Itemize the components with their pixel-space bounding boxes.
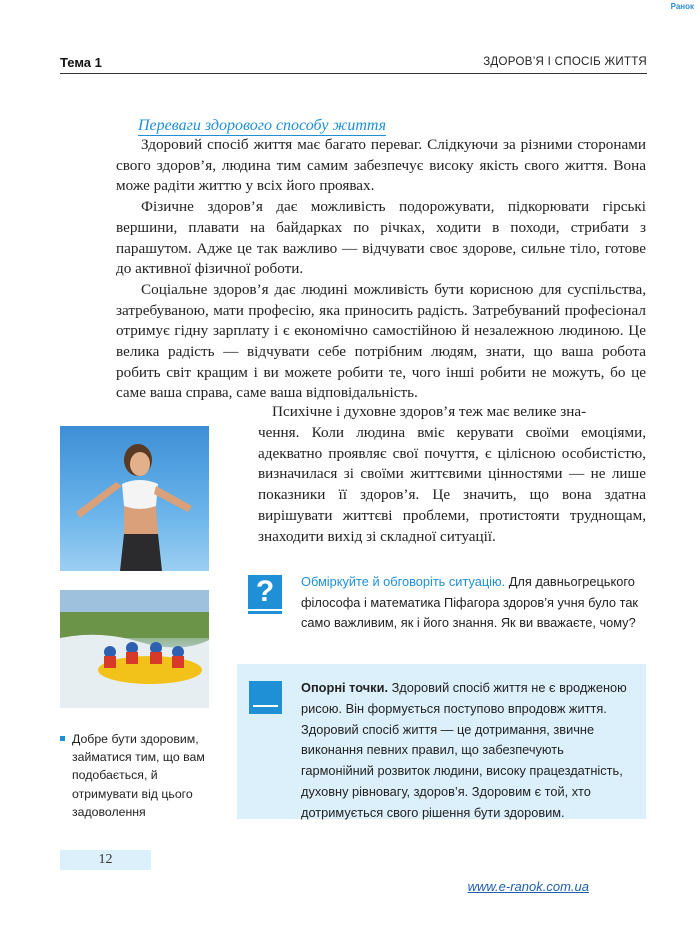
section-title: Переваги здорового способу життя <box>138 117 387 134</box>
key-points-panel <box>237 664 646 819</box>
paragraph-mental-rest: чення. Коли людина вміє керувати своїми емоціями, адекватно проявляє свої почуття, є цілісною особистістю, визначилася зі своїми життєвими цінностями — не лише показники її здоров’я. Це значить, що вона здатна вирішувати життєві проблеми, протистояти труднощам, знаходити вихід зі складної ситуації. <box>258 424 646 545</box>
paragraph-mental-start: Психічне і духовне здоров’я теж має велике зна- <box>272 403 587 420</box>
caption-bullet <box>60 736 65 741</box>
main-text <box>116 135 646 404</box>
runner-illustration <box>60 426 209 571</box>
topic-label: Тема 1 <box>60 55 102 70</box>
runner-photo <box>60 426 209 571</box>
rafting-illustration <box>60 590 209 708</box>
publisher-logo: Ранок <box>670 2 694 11</box>
page-number-box <box>60 850 151 870</box>
question-lead: Обміркуйте й обговоріть ситуацію. <box>301 574 506 589</box>
question-icon-underline <box>248 611 282 614</box>
page-number: 12 <box>98 852 113 867</box>
chapter-title: ЗДОРОВ’Я І СПОСІБ ЖИТТЯ <box>483 56 647 68</box>
key-points-body: Здоровий спосіб життя не є вродженою рисою. Він формується поступово впродовж життя. Здоровий спосіб життя — це дотримання, звичне виконання певних правил, що забезпечують гармонійний розвиток людини, високу працездатність, духовну рівновагу, здоров’я. Здоровим є той, хто дотримується свого рішення бути здоровим. <box>301 680 627 820</box>
page-header <box>60 54 647 74</box>
key-points-icon <box>249 681 282 714</box>
paragraph-intro: Здоровий спосіб життя має багато переваг. Слідкуючи за різними сторонами свого здоров’я, людина тим самим забезпечує високу якість свого життя. Вона може радіти життю у всіх його проявах. <box>116 136 646 195</box>
key-points-text <box>301 678 636 824</box>
key-points-icon-line <box>253 705 278 707</box>
publisher-website-link[interactable]: www.e-ranok.com.ua <box>467 879 589 894</box>
key-points-lead: Опорні точки. <box>301 680 389 695</box>
question-icon: ? <box>248 575 282 609</box>
question-text: Для давньогрецького філософа і математика Піфагора здоров’я учня було так само важливим, як і його знання. Як ви вважаєте, чому? <box>301 574 639 631</box>
paragraph-social: Соціальне здоров’я дає людині можливість бути корисною для суспільства, затребуваною, мати професію, яка приносить радість. Затребуваний професіонал отримує гідну зарплату і є економічно самостійною й незалежною людиною. Це велика радість — відчувати себе потрібним людям, знати, що ваша робота робить світ кращим і ви можете робити те, чого інші робити не можуть, бо це саме ваша справа, саме ваша відповідальність. <box>116 280 646 402</box>
discussion-question <box>301 572 646 634</box>
caption-text: Добре бути здоровим, займатися тим, що вам подобається, й отримувати від цього задоволення <box>72 732 205 819</box>
rafting-photo <box>60 590 209 708</box>
paragraph-physical: Фізичне здоров’я дає можливість подорожувати, підкорювати гірські вершини, плавати на байдарках по річках, ходити в походи, стрибати з парашутом. Адже це так важливо — відчувати своє здорове, сильне тіло, готове до активної фізичної роботи. <box>116 198 646 278</box>
photo-caption <box>60 730 220 821</box>
